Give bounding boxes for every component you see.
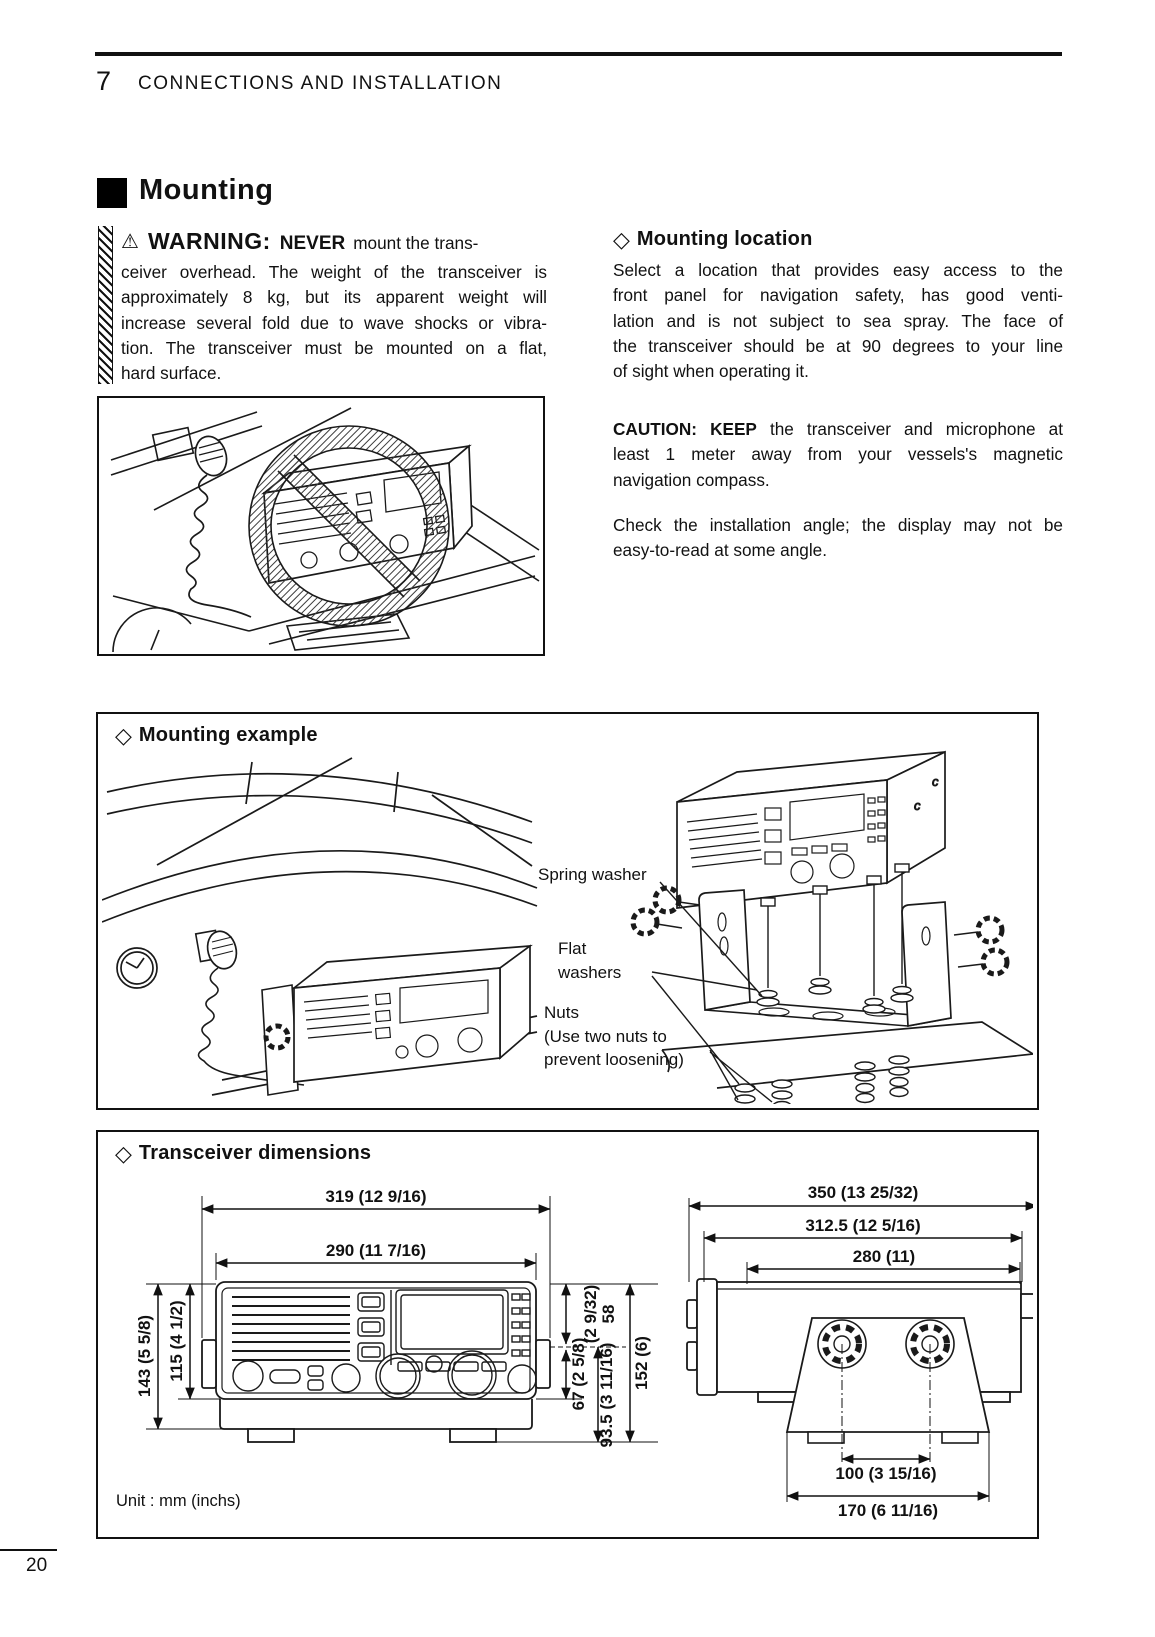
spring-washer-label: Spring washer <box>538 865 647 884</box>
body-line: easy-to-read at some angle. <box>613 540 828 561</box>
dim-body-width: 290 (11 7/16) <box>325 1241 427 1260</box>
dim-lower-height: 67 (2 5/8) <box>569 1337 588 1411</box>
body-line: the transceiver should be at 90 degrees to your line <box>613 335 1063 356</box>
dimensions-title: Transceiver dimensions <box>138 1142 372 1164</box>
dim-bracket-width: 170 (6 11/16) <box>837 1501 939 1520</box>
screw-mark: c <box>932 774 939 789</box>
dim-body-depth: 280 (11) <box>852 1247 916 1266</box>
nuts-label-3: prevent loosening) <box>544 1050 684 1069</box>
mounting-example-heading <box>115 724 318 747</box>
nuts-label-1: Nuts <box>544 1003 579 1022</box>
mounting-example-box <box>96 712 1039 1110</box>
mounting-location-title: Mounting location <box>636 228 813 250</box>
transceiver-dimensions-box <box>96 1130 1039 1539</box>
body-line: Select a location that provides easy access to the <box>613 260 1063 280</box>
cabin-radio-sketch <box>262 946 530 1095</box>
front-view-drawing <box>135 1187 658 1447</box>
page-number: 20 <box>26 1555 48 1576</box>
body-line: Check the installation angle; the display may not be <box>613 515 1063 535</box>
body-line: of sight when operating it. <box>613 361 809 382</box>
dim-knob-spacing: 100 (3 15/16) <box>835 1464 937 1483</box>
dim-overall-height: 143 (5 5/8) <box>135 1314 154 1398</box>
warning-line: hard surface. <box>121 363 222 384</box>
body-line: front panel for navigation safety, has good venti- <box>613 285 1063 306</box>
mounting-board-sketch <box>662 1022 1033 1088</box>
warning-headline <box>121 228 547 255</box>
flat-washers-label-1: Flat <box>558 939 587 958</box>
dim-upper-height-mm: 58 <box>599 1304 618 1324</box>
caution-label: CAUTION: KEEP <box>613 419 757 439</box>
warning-paragraph <box>121 260 547 386</box>
microphone-sketch <box>186 432 251 617</box>
warning-line1-rest: mount the trans- <box>353 233 479 253</box>
side-view-drawing <box>687 1183 1033 1520</box>
under-board-nuts-sketch <box>735 1056 909 1104</box>
warning-triangle-icon: ⚠ <box>121 231 139 253</box>
no-overhead-mounting-figure <box>97 396 545 656</box>
warning-line: tion. The transceiver must be mounted on a flat, <box>121 337 547 358</box>
warning-line: ceiver overhead. The weight of the transceiver is <box>121 262 547 282</box>
unit-note: Unit : mm (inchs) <box>116 1492 241 1510</box>
mounting-example-title: Mounting example <box>138 724 318 746</box>
dim-panel-height: 115 (4 1/2) <box>167 1300 186 1382</box>
dim-overall-width: 319 (12 9/16) <box>325 1187 427 1206</box>
diamond-icon: ◇ <box>613 226 630 252</box>
caution-paragraph <box>613 417 1063 493</box>
mounting-location-heading <box>613 228 813 251</box>
footer-rule <box>0 1549 57 1551</box>
chapter-number: 7 <box>96 66 113 96</box>
diamond-icon: ◇ <box>115 1140 132 1166</box>
caution-line1 <box>613 417 1063 442</box>
nuts-label-2: (Use two nuts to <box>544 1027 667 1046</box>
caution-line1-rest: the transceiver and microphone at <box>769 419 1063 439</box>
exploded-radio-sketch <box>677 752 945 908</box>
mounting-example-illustration <box>102 750 1033 1104</box>
section-title: Mounting <box>139 174 274 206</box>
chapter-title: CONNECTIONS AND INSTALLATION <box>138 73 503 94</box>
mounting-location-paragraph <box>613 258 1063 384</box>
mounting-bracket-sketch <box>699 890 951 1026</box>
body-line: least 1 meter away from your vessels's magnetic <box>613 444 1063 465</box>
warning-hatch-bar <box>98 226 113 384</box>
dim-bracket-height: 93.5 (3 11/16) <box>597 1342 616 1448</box>
dim-panel-to-rear: 312.5 (12 5/16) <box>805 1216 921 1235</box>
warning-line: approximately 8 kg, but its apparent weight will <box>121 287 547 308</box>
warning-label: WARNING: <box>147 228 271 254</box>
warning-keyword: NEVER <box>279 233 346 254</box>
header-rule <box>95 52 1062 56</box>
body-line: navigation compass. <box>613 469 770 490</box>
no-overhead-mounting-illustration <box>99 398 543 654</box>
angle-note-paragraph <box>613 513 1063 564</box>
dim-overall-depth: 350 (13 25/32) <box>807 1183 919 1202</box>
section-square-icon <box>97 178 127 208</box>
body-line: lation and is not subject to sea spray. The face of <box>613 310 1063 331</box>
dim-total-height: 152 (6) <box>632 1336 651 1390</box>
dimension-drawings <box>98 1132 1033 1533</box>
flat-washers-label-2: washers <box>558 963 622 982</box>
screw-mark: c <box>914 798 921 813</box>
side-bracket-sketch <box>787 1318 989 1443</box>
dim-upper-height-in: (2 9/32) <box>581 1284 600 1344</box>
diamond-icon: ◇ <box>115 722 132 748</box>
warning-line: increase several fold due to wave shocks or vibra- <box>121 312 547 333</box>
